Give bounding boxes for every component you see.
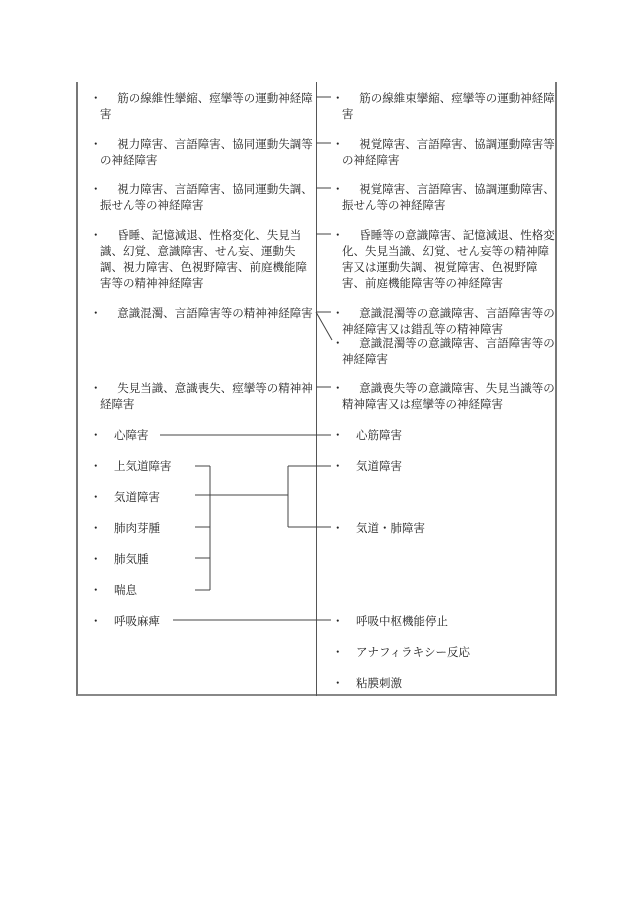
right-item: ・ 視覚障害、言語障害、協調運動障害、振せん等の神経障害 [332, 182, 555, 212]
right-item: ・ 呼吸中枢機能停止 [332, 614, 448, 628]
left-item: ・ 心障害 [90, 428, 149, 442]
right-item: ・ 昏睡等の意識障害、記憶減退、性格変化、失見当識、幻覚、せん妄等の精神障害又は運動失調、視覚障害、色視野障害、前庭機能障害等の神経障害 [332, 228, 555, 290]
right-item: ・ 意識喪失等の意識障害、失見当識等の精神障害又は痙攣等の神経障害 [332, 381, 555, 411]
left-item: ・ 視力障害、言語障害、協同運動失調、振せん等の神経障害 [90, 182, 313, 212]
left-item: ・ 筋の線維性攣縮、痙攣等の運動神経障害 [90, 91, 313, 121]
right-item: ・ 筋の線維束攣縮、痙攣等の運動神経障害 [332, 91, 555, 121]
right-item: ・ 意識混濁等の意識障害、言語障害等の神経障害又は錯乱等の精神障害 [332, 306, 555, 336]
left-item: ・ 上気道障害 [90, 459, 172, 473]
right-item: ・ 視覚障害、言語障害、協調運動障害等の神経障害 [332, 137, 555, 167]
left-item: ・ 失見当識、意識喪失、痙攣等の精神神経障害 [90, 381, 313, 411]
right-item: ・ 意識混濁等の意識障害、言語障害等の神経障害 [332, 336, 555, 366]
left-item: ・ 気道障害 [90, 490, 160, 504]
left-item: ・ 呼吸麻痺 [90, 614, 160, 628]
left-item: ・ 昏睡、記憶減退、性格変化、失見当識、幻覚、意識障害、せん妄、運動失調、視力障害、色視野障害、前庭機能障害等の精神神経障害 [90, 228, 307, 290]
right-item: ・ 粘膜刺激 [332, 676, 402, 690]
left-item: ・ 肺肉芽腫 [90, 521, 160, 535]
right-item: ・ 気道障害 [332, 459, 402, 473]
left-item: ・ 肺気腫 [90, 552, 149, 566]
left-item: ・ 視力障害、言語障害、協同運動失調等の神経障害 [90, 137, 313, 167]
right-item: ・ アナフィラキシー反応 [332, 645, 470, 659]
right-item: ・ 気道・肺障害 [332, 521, 425, 535]
left-item: ・ 喘息 [90, 583, 137, 597]
right-item: ・ 心筋障害 [332, 428, 402, 442]
left-item: ・ 意識混濁、言語障害等の精神神経障害 [90, 306, 313, 320]
